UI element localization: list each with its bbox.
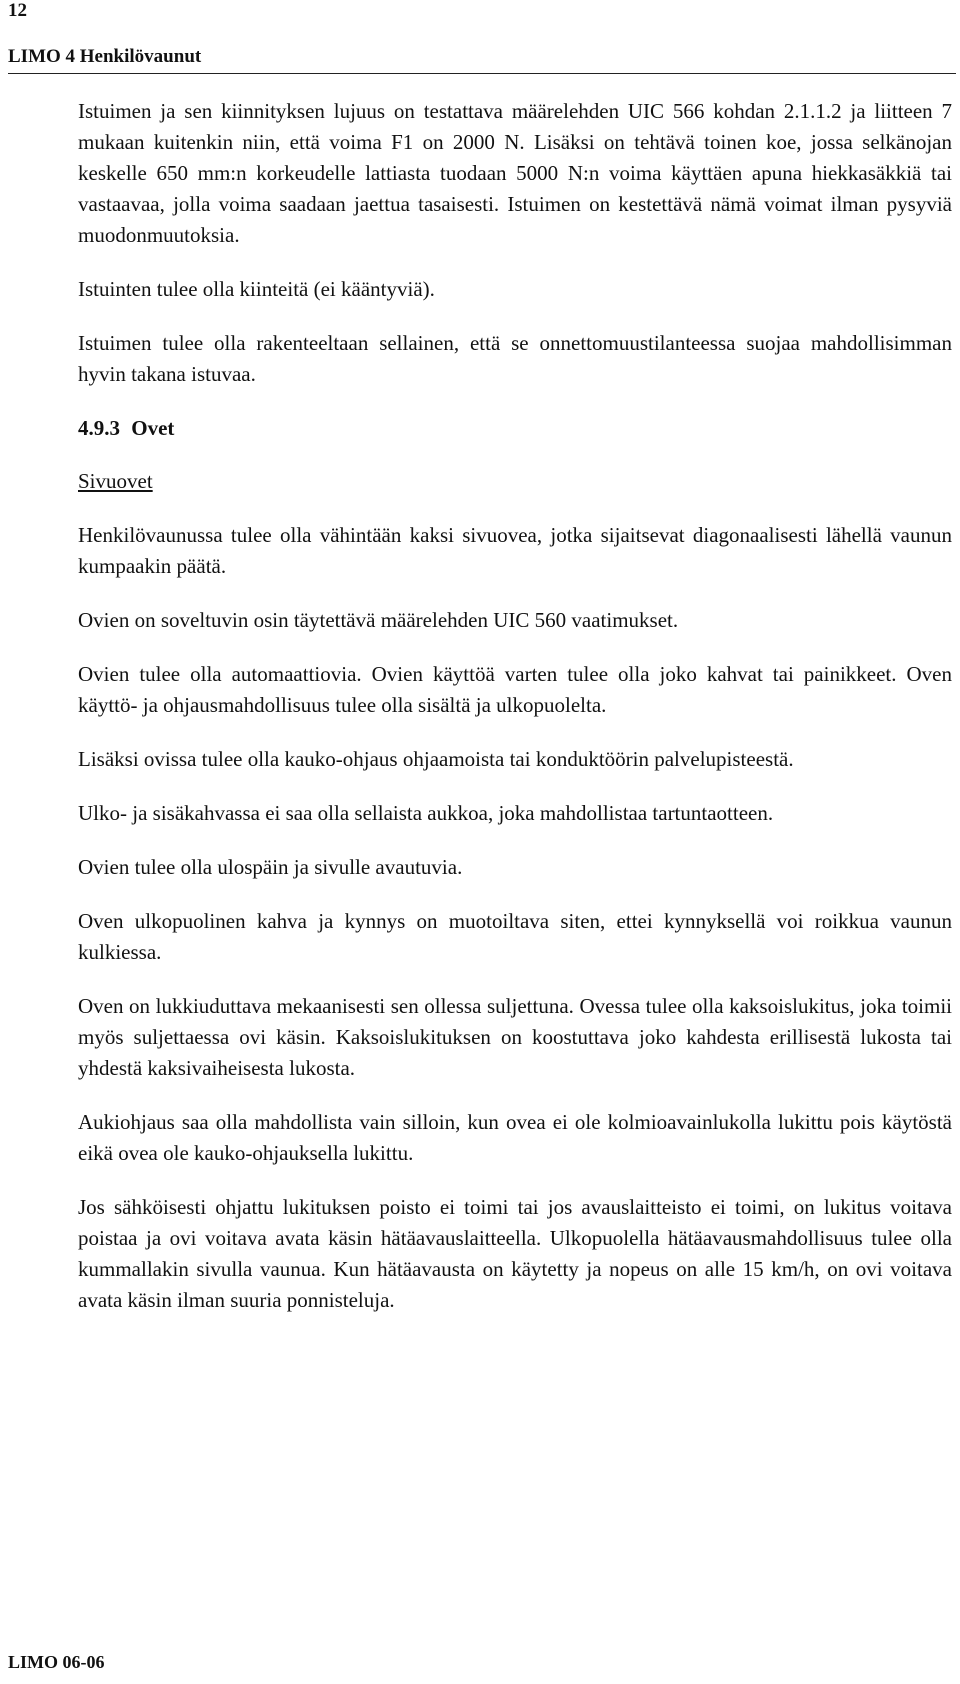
section-heading-doors: 4.9.3 Ovet (78, 416, 175, 440)
paragraph-uic-560: Ovien on soveltuvin osin täytettävä määrelehden UIC 560 vaatimukset. (78, 608, 679, 632)
paragraph-fixed-seats: Istuinten tulee olla kiinteitä (ei kääntyviä). (78, 277, 435, 301)
header-divider (8, 73, 956, 74)
document-header-title: LIMO 4 Henkilövaunut (8, 46, 202, 67)
document-footer: LIMO 06-06 (8, 1652, 105, 1672)
paragraph-locking: Oven on lukkiuduttava mekaanisesti sen ollessa suljettuna. Ovessa tulee olla kaksoislukitus, joka toimii myös suljettaessa ovi käsin. Kaksoislukituksen on koostuttava joko kahdesta erillisestä lukosta tai yhdestä kaksivaiheisesta lukosta. (78, 994, 952, 1080)
paragraph-door-count: Henkilövaunussa tulee olla vähintään kaksi sivuovea, jotka sijaitsevat diagonaalisesti lähellä vaunun kumpaakin päätä. (78, 523, 952, 578)
paragraph-handle-threshold: Oven ulkopuolinen kahva ja kynnys on muotoiltava siten, ettei kynnyksellä voi roikkua vaunun kulkiessa. (78, 909, 952, 964)
paragraph-seat-strength: Istuimen ja sen kiinnityksen lujuus on testattava määrelehden UIC 566 kohdan 2.1.1.2 ja liitteen 7 mukaan kuitenkin niin, että voima F1 on 2000 N. Lisäksi on tehtävä toinen koe, jossa selkänojan keskelle 650 mm:n korkeudelle lattiasta tuodaan 5000 N:n voima käyttäen apuna hiekkasäkkiä tai vastaavaa, jolla voima saadaan jaettua tasaisesti. Istuimen on kestettävä nämä voimat ilman pysyviä muodonmuutoksia. (78, 99, 952, 247)
paragraph-automatic-doors: Ovien tulee olla automaattiovia. Ovien käyttöä varten tulee olla joko kahvat tai painikkeet. Oven käyttö- ja ohjausmahdollisuus tulee olla sisältä ja ulkopuolelta. (78, 662, 952, 717)
subheading-side-doors: Sivuovet (78, 469, 153, 493)
paragraph-emergency-opening: Jos sähköisesti ohjattu lukituksen poisto ei toimi tai jos avauslaitteisto ei toimi, on lukitus voitava poistaa ja ovi voitava avata käsin hätäavauslaitteella. Ulkopuolella hätäavausmahdollisuus tulee olla kummallakin sivulla vaunua. Kun hätäavausta on käytetty ja nopeus on alle 15 km/h, on ovi voitava avata käsin ilman suuria ponnisteluja. (78, 1195, 952, 1312)
paragraph-opening-direction: Ovien tulee olla ulospäin ja sivulle avautuvia. (78, 855, 463, 879)
page-number: 12 (8, 0, 27, 21)
paragraph-remote-control: Lisäksi ovissa tulee olla kauko-ohjaus ohjaamoista tai konduktöörin palvelupisteestä. (78, 747, 794, 771)
document-body (78, 96, 952, 1339)
paragraph-seat-protection: Istuimen tulee olla rakenteeltaan sellainen, että se onnettomuustilanteessa suojaa mahdollisimman hyvin takana istuvaa. (78, 331, 952, 386)
paragraph-opening-control: Aukiohjaus saa olla mahdollista vain silloin, kun ovea ei ole kolmioavainlukolla lukittu pois käytöstä eikä ovea ole kauko-ohjauksella lukittu. (78, 1110, 952, 1165)
paragraph-handle-opening: Ulko- ja sisäkahvassa ei saa olla sellaista aukkoa, joka mahdollistaa tartuntaotteen. (78, 801, 774, 825)
